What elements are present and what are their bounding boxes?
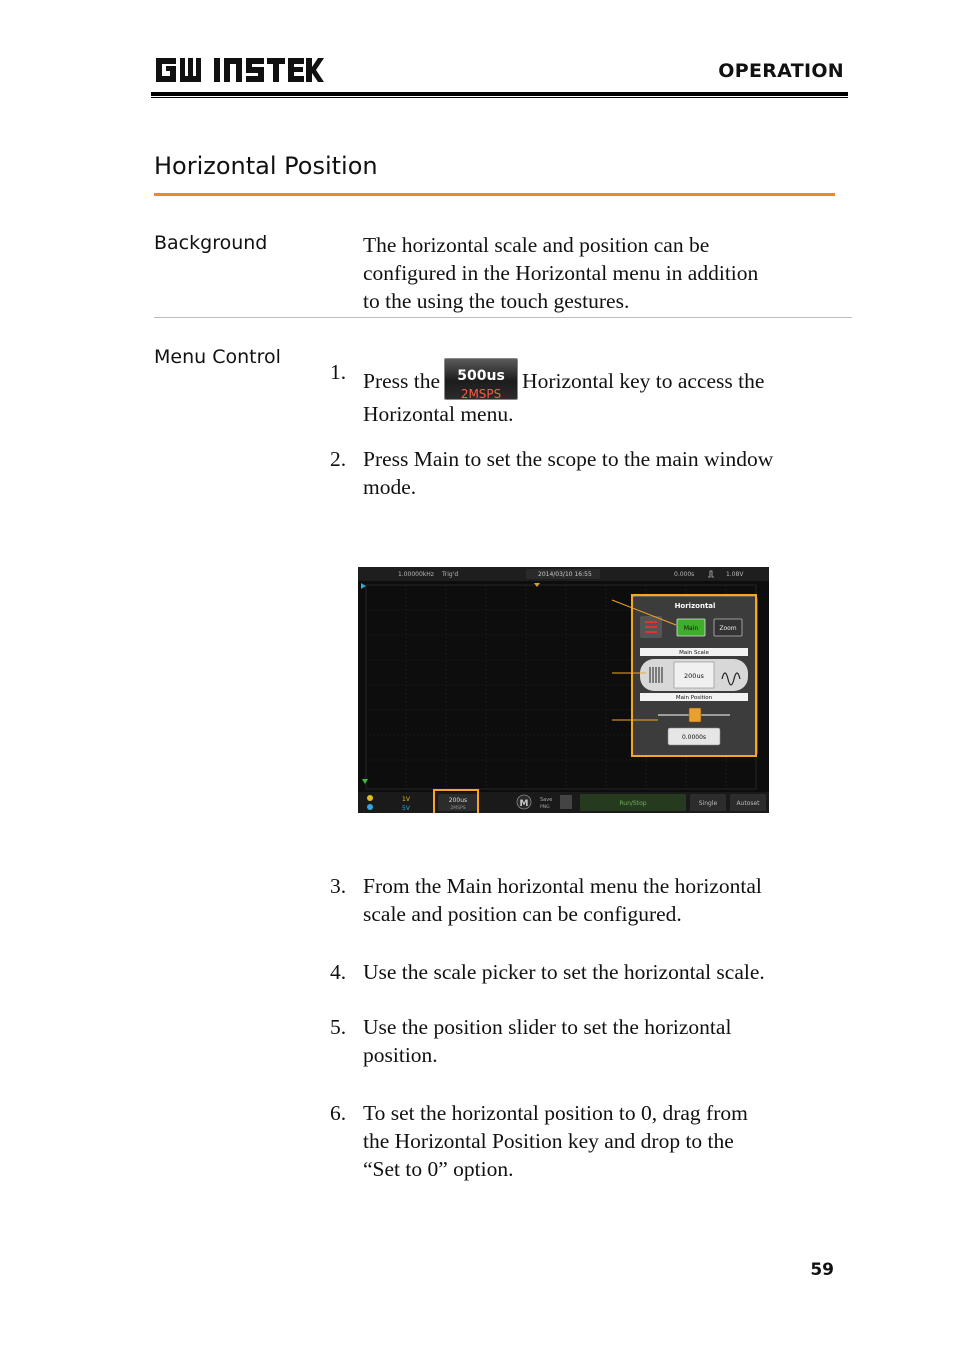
save-key: Save [540,797,553,803]
math-key: M [519,799,529,809]
main-button-label: Main [683,625,699,632]
background-line-3: to the using the touch gestures. [363,289,630,313]
menu-title: Horizontal [674,602,716,610]
step-5-line2: position. [363,1043,438,1067]
step-1-post: Horizontal key to access the [522,369,765,393]
step-number: 3. [330,874,347,898]
timebase-sample-rate: 2MSPS [450,806,466,811]
single-key: Single [698,800,718,807]
step-text [363,1099,848,1183]
gw-instek-logo [154,54,324,86]
save-format: PNG [540,805,550,810]
run-stop-key: Run/Stop [619,800,647,807]
step-3-line2: scale and position can be configured. [363,902,682,926]
step-2-line2: mode. [363,475,417,499]
row-separator [154,317,852,318]
scope-screenshot [358,567,769,813]
ch2-scale: 5V [402,805,410,812]
top-bar-trigger-level: 1.08V [726,571,744,578]
step-number: 2. [330,447,347,471]
step-6 [330,1099,845,1187]
step-number: 4. [330,960,347,984]
step-3-line1: From the Main horizontal menu the horizontal [363,874,762,898]
step-text [363,445,848,501]
title-underline [154,193,835,196]
scale-value: 200us [684,672,704,680]
page-number: 59 [810,1260,834,1280]
zoom-button-label: Zoom [719,625,737,632]
step-1 [330,358,845,426]
step-text [363,1013,848,1069]
section-tag: OPERATION [718,60,844,82]
scale-label: Main Scale [679,650,709,656]
step-5 [330,1013,845,1073]
background-text [363,231,853,315]
background-label: Background [154,232,268,254]
step-4 [330,958,845,988]
ch1-scale: 1V [402,796,410,803]
step-text [363,958,848,986]
header-rule [151,92,848,96]
autoset-key: Autoset [736,800,760,807]
key-timebase: 500us [457,368,505,384]
step-number: 6. [330,1101,347,1125]
step-2-line1: Press Main to set the scope to the main window [363,447,774,471]
header-rule-thin [151,97,848,98]
step-text [363,358,848,428]
top-bar-time-offset: 0.000s [674,571,695,578]
position-slider-thumb [689,708,701,722]
step-number: 1. [330,360,347,384]
section-title: Horizontal Position [154,152,378,180]
step-text [363,872,848,928]
step-4-line1: Use the scale picker to set the horizontal scale. [363,960,765,984]
step-6-line2: the Horizontal Position key and drop to the [363,1129,734,1153]
step-1-line2: Horizontal menu. [363,402,514,426]
background-line-2: configured in the Horizontal menu in addition [363,261,759,285]
step-3 [330,872,845,932]
background-line-1: The horizontal scale and position can be [363,233,710,257]
step-6-line3: “Set to 0” option. [363,1157,514,1181]
step-1-pre: Press the [363,369,441,393]
step-2 [330,445,845,505]
horizontal-key-icon [444,358,518,400]
top-bar-datetime: 2014/03/10 16:55 [538,571,592,578]
step-number: 5. [330,1015,347,1039]
top-bar-frequency: 1.00000kHz [398,571,434,578]
position-label: Main Position [675,695,713,701]
step-6-line1: To set the horizontal position to 0, drag from [363,1101,748,1125]
key-sample-rate: 2MSPS [460,387,502,401]
menu-control-label: Menu Control [154,346,281,368]
timebase-value: 200us [448,797,468,804]
position-value: 0.0000s [681,734,707,741]
step-5-line1: Use the position slider to set the horizontal [363,1015,732,1039]
top-bar-trigger-status: Trig'd [442,571,459,578]
